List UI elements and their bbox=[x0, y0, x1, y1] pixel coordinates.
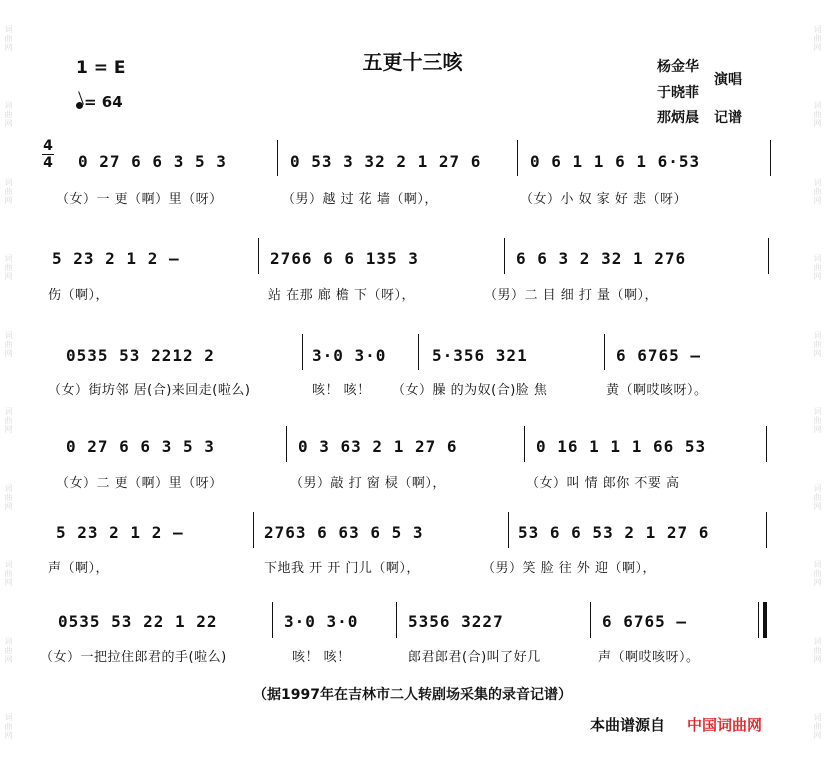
measure-lyric: 下地我 开 开 门儿（啊）， bbox=[264, 561, 420, 576]
barline bbox=[766, 426, 767, 462]
barline bbox=[604, 334, 605, 370]
watermark-text: 词曲网 bbox=[4, 636, 13, 664]
measure-notes: 2766 6 6 135 3 bbox=[270, 249, 419, 268]
measure-lyric: 声（啊哎咳呀）。 bbox=[598, 650, 700, 665]
measure-notes: 0 16 1 1 1 66 53 bbox=[536, 437, 707, 456]
source-credit bbox=[590, 714, 762, 735]
source-brand: 中国词曲网 bbox=[687, 716, 763, 734]
measure-lyric: （女）叫 情 郎你 不要 高 bbox=[526, 476, 680, 491]
watermark-text: 词曲网 bbox=[4, 407, 13, 435]
barline bbox=[258, 238, 259, 274]
watermark-text: 词曲网 bbox=[813, 101, 822, 129]
time-signature-bottom: 4 bbox=[43, 155, 53, 171]
barline bbox=[524, 426, 525, 462]
performer-name: 于晓菲 bbox=[657, 85, 699, 101]
measure-notes: 0 53 3 32 2 1 27 6 bbox=[290, 152, 482, 171]
measure-notes: 53 6 6 53 2 1 27 6 bbox=[518, 523, 710, 542]
measure-notes: 3·0 3·0 bbox=[312, 346, 387, 365]
measure-notes: 6 6765 – bbox=[616, 346, 702, 365]
watermark-text: 词曲网 bbox=[4, 101, 13, 129]
measure-lyric: 咳！ 咳！ bbox=[292, 650, 351, 665]
watermark-text: 词曲网 bbox=[813, 483, 822, 511]
barline bbox=[418, 334, 419, 370]
measure-notes: 0535 53 22 1 22 bbox=[58, 612, 218, 631]
barline bbox=[286, 426, 287, 462]
barline bbox=[766, 512, 767, 548]
right-watermark-strip bbox=[809, 0, 825, 765]
measure-notes: 0 27 6 6 3 5 3 bbox=[78, 152, 227, 171]
measure-notes: 5356 3227 bbox=[408, 612, 504, 631]
measure-lyric: （女）二 更（啊）里（呀） bbox=[56, 476, 223, 491]
measure-lyric: 黄（啊哎咳呀）。 bbox=[606, 383, 708, 398]
time-signature bbox=[42, 139, 54, 170]
measure-notes: 0 6 1 1 6 1 6·53 bbox=[530, 152, 701, 171]
watermark-text: 词曲网 bbox=[4, 24, 13, 52]
barline bbox=[396, 602, 397, 638]
tempo-marking bbox=[76, 93, 123, 111]
watermark-text: 词曲网 bbox=[813, 24, 822, 52]
watermark-text: 词曲网 bbox=[4, 254, 13, 282]
watermark-text: 词曲网 bbox=[813, 560, 822, 588]
performer-name: 杨金华 bbox=[657, 59, 699, 75]
performer-role: 演唱 bbox=[714, 72, 742, 88]
tempo-value: = 64 bbox=[84, 93, 123, 111]
barline bbox=[302, 334, 303, 370]
measure-notes: 5·356 321 bbox=[432, 346, 528, 365]
watermark-text: 词曲网 bbox=[4, 483, 13, 511]
measure-notes: 5 23 2 1 2 – bbox=[56, 523, 184, 542]
barline bbox=[770, 140, 771, 176]
measure-lyric: 站 在那 廊 檐 下（呀）， bbox=[268, 288, 416, 303]
watermark-text: 词曲网 bbox=[4, 177, 13, 205]
recording-note: （据1997年在吉林市二人转剧场采集的录音记谱） bbox=[253, 687, 572, 703]
barline bbox=[758, 602, 759, 638]
watermark-text: 词曲网 bbox=[4, 713, 13, 741]
measure-lyric: 郎君郎君(合)叫了好几 bbox=[408, 650, 541, 665]
measure-notes: 0535 53 2212 2 bbox=[66, 346, 215, 365]
watermark-text: 词曲网 bbox=[4, 560, 13, 588]
measure-lyric: （男）越 过 花 墙（啊）， bbox=[282, 192, 438, 207]
barline bbox=[277, 140, 278, 176]
watermark-text: 词曲网 bbox=[813, 407, 822, 435]
measure-lyric: （男）敲 打 窗 棂（啊）， bbox=[290, 476, 446, 491]
barline bbox=[272, 602, 273, 638]
measure-lyric: （女）街坊邻 居(合)来回走(啦么) bbox=[48, 383, 251, 398]
barline bbox=[504, 238, 505, 274]
left-watermark-strip bbox=[0, 0, 16, 765]
quarter-note-icon bbox=[75, 101, 84, 110]
measure-notes: 2763 6 63 6 5 3 bbox=[264, 523, 424, 542]
measure-lyric: 声（啊）， bbox=[48, 561, 110, 576]
key-signature: 1 = E bbox=[76, 58, 126, 78]
barline bbox=[768, 238, 769, 274]
watermark-text: 词曲网 bbox=[813, 636, 822, 664]
final-barline bbox=[763, 602, 767, 638]
measure-lyric: 咳！ 咳！ bbox=[312, 383, 371, 398]
time-signature-top: 4 bbox=[43, 138, 53, 154]
measure-lyric: （女）小 奴 家 好 悲（呀） bbox=[520, 192, 688, 207]
barline bbox=[253, 512, 254, 548]
measure-notes: 0 3 63 2 1 27 6 bbox=[298, 437, 458, 456]
transcriber-role: 记谱 bbox=[714, 110, 742, 126]
measure-lyric: （女）一 更（啊）里（呀） bbox=[56, 192, 223, 207]
measure-lyric: （女）一把拉住郎君的手(啦么) bbox=[40, 650, 227, 665]
measure-lyric: （女）臊 的为奴(合)脸 焦 bbox=[392, 383, 548, 398]
watermark-text: 词曲网 bbox=[813, 177, 822, 205]
barline bbox=[508, 512, 509, 548]
measure-notes: 3·0 3·0 bbox=[284, 612, 359, 631]
barline bbox=[590, 602, 591, 638]
transcriber-name: 那炳晨 bbox=[657, 110, 699, 126]
barline bbox=[517, 140, 518, 176]
measure-notes: 6 6 3 2 32 1 276 bbox=[516, 249, 687, 268]
measure-notes: 0 27 6 6 3 5 3 bbox=[66, 437, 215, 456]
measure-lyric: （男）笑 脸 往 外 迎（啊）， bbox=[482, 561, 657, 576]
watermark-text: 词曲网 bbox=[813, 330, 822, 358]
watermark-text: 词曲网 bbox=[813, 254, 822, 282]
measure-notes: 6 6765 – bbox=[602, 612, 688, 631]
song-title: 五更十三咳 bbox=[362, 50, 463, 74]
measure-lyric: 伤（啊）， bbox=[48, 288, 110, 303]
source-prefix: 本曲谱源自 bbox=[590, 716, 666, 734]
watermark-text: 词曲网 bbox=[813, 713, 822, 741]
measure-lyric: （男）二 目 细 打 量（啊）， bbox=[484, 288, 659, 303]
measure-notes: 5 23 2 1 2 – bbox=[52, 249, 180, 268]
watermark-text: 词曲网 bbox=[4, 330, 13, 358]
